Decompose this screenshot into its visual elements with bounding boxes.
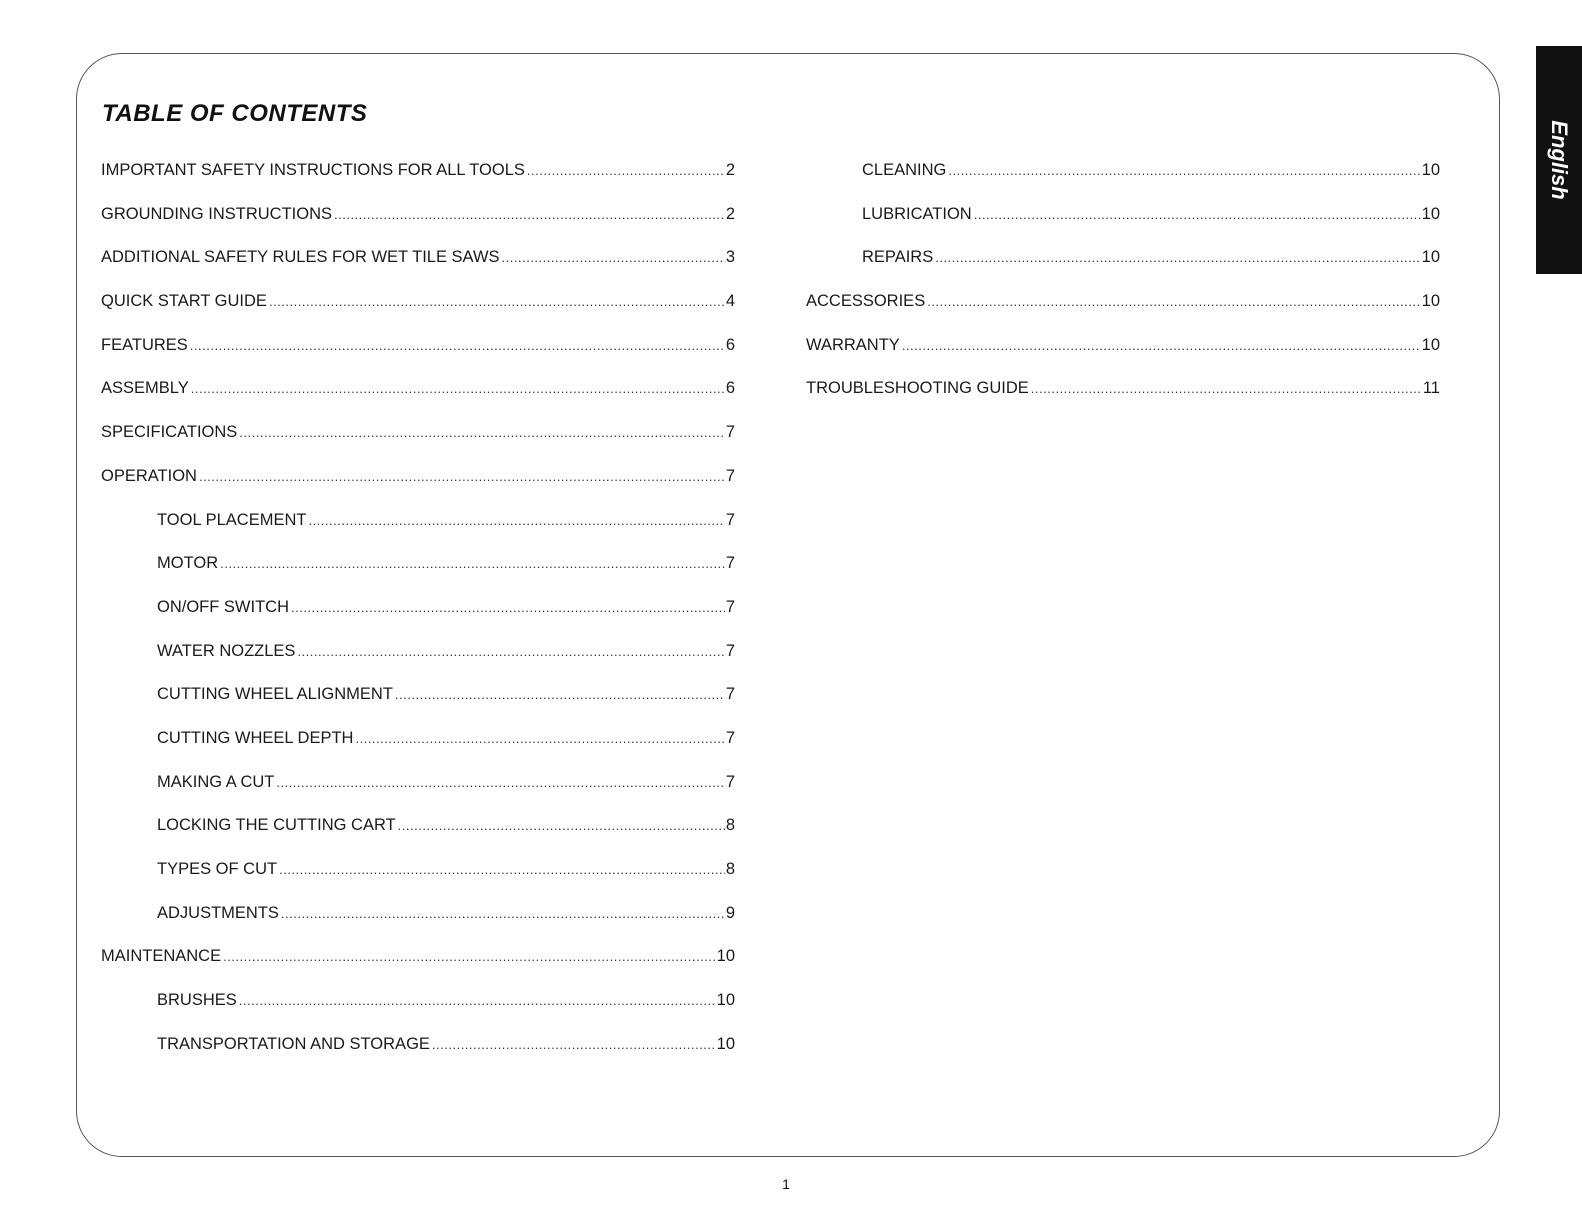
toc-entry-page: 10 bbox=[716, 991, 735, 1010]
toc-entry[interactable] bbox=[101, 368, 735, 412]
page-number: 1 bbox=[782, 1176, 790, 1192]
toc-entry-label: REPAIRS bbox=[862, 248, 934, 267]
toc-subentry[interactable] bbox=[101, 849, 735, 893]
toc-entry-label: OPERATION bbox=[101, 466, 197, 485]
toc-entry[interactable] bbox=[101, 412, 735, 456]
toc-entry[interactable] bbox=[101, 237, 735, 281]
dot-leader bbox=[279, 850, 725, 890]
toc-entry-page: 8 bbox=[725, 816, 735, 835]
toc-entry[interactable] bbox=[806, 281, 1440, 325]
toc-subentry[interactable] bbox=[101, 674, 735, 718]
language-tab bbox=[1536, 46, 1582, 274]
toc-entry-page: 7 bbox=[725, 510, 735, 529]
toc-entry[interactable] bbox=[101, 936, 735, 980]
toc-entry-label: BRUSHES bbox=[157, 991, 237, 1010]
dot-leader bbox=[927, 282, 1420, 322]
toc-entry-label: MAINTENANCE bbox=[101, 947, 222, 966]
toc-entry-label: ASSEMBLY bbox=[101, 379, 189, 398]
toc-subentry[interactable] bbox=[101, 543, 735, 587]
toc-entry-page: 10 bbox=[1421, 292, 1440, 311]
toc-entry-page: 7 bbox=[725, 772, 735, 791]
toc-subentry[interactable] bbox=[806, 194, 1440, 238]
toc-entry-page: 10 bbox=[716, 1034, 735, 1053]
toc-subentry[interactable] bbox=[806, 150, 1440, 194]
toc-entry[interactable] bbox=[806, 325, 1440, 369]
page-title: TABLE OF CONTENTS bbox=[102, 100, 368, 127]
toc-entry-label: ADDITIONAL SAFETY RULES FOR WET TILE SAWS bbox=[101, 248, 500, 267]
toc-entry-label: LUBRICATION bbox=[862, 204, 972, 223]
toc-entry-page: 11 bbox=[1422, 379, 1440, 398]
toc-entry[interactable] bbox=[101, 281, 735, 325]
toc-entry-page: 10 bbox=[1421, 161, 1440, 179]
toc-entry-page: 7 bbox=[725, 423, 735, 442]
toc-entry-label: TYPES OF CUT bbox=[157, 860, 278, 878]
toc-entry-page: 7 bbox=[725, 597, 735, 616]
dot-leader bbox=[948, 151, 1420, 191]
toc-entry-page: 6 bbox=[725, 335, 735, 354]
toc-entry-label: MAKING A CUT bbox=[157, 772, 275, 791]
toc-entry-page: 10 bbox=[1421, 204, 1440, 223]
toc-subentry[interactable] bbox=[101, 980, 735, 1024]
toc-entry[interactable] bbox=[806, 368, 1440, 412]
toc-entry-page: 4 bbox=[725, 292, 735, 311]
dot-leader bbox=[902, 326, 1421, 366]
toc-entry-label: IMPORTANT SAFETY INSTRUCTIONS FOR ALL TOOLS bbox=[101, 161, 525, 179]
toc-column-left bbox=[101, 150, 735, 1067]
toc-subentry[interactable] bbox=[101, 587, 735, 631]
toc-subentry[interactable] bbox=[806, 237, 1440, 281]
dot-leader bbox=[239, 981, 716, 1021]
dot-leader bbox=[281, 894, 725, 934]
toc-entry-label: TRANSPORTATION AND STORAGE bbox=[157, 1034, 430, 1053]
toc-entry-page: 3 bbox=[725, 248, 735, 267]
toc-entry-page: 7 bbox=[725, 641, 735, 660]
dot-leader bbox=[974, 195, 1421, 235]
toc-entry-label: ACCESSORIES bbox=[806, 292, 926, 311]
toc-entry-page: 8 bbox=[725, 860, 735, 878]
toc-entry[interactable] bbox=[101, 150, 735, 194]
toc-entry-label: SPECIFICATIONS bbox=[101, 423, 238, 442]
toc-entry-label: ON/OFF SWITCH bbox=[157, 597, 289, 616]
toc-entry-label: CUTTING WHEEL ALIGNMENT bbox=[157, 685, 393, 704]
toc-entry-page: 7 bbox=[725, 728, 735, 747]
dot-leader bbox=[355, 719, 724, 759]
dot-leader bbox=[502, 238, 725, 278]
toc-entry-page: 10 bbox=[1421, 335, 1440, 354]
dot-leader bbox=[395, 675, 725, 715]
toc-entry-label: WATER NOZZLES bbox=[157, 641, 296, 660]
language-tab-label: English bbox=[1547, 120, 1572, 200]
dot-leader bbox=[527, 151, 725, 191]
toc-entry-page: 6 bbox=[725, 379, 735, 398]
dot-leader bbox=[190, 326, 725, 366]
toc-entry-label: GROUNDING INSTRUCTIONS bbox=[101, 204, 332, 223]
dot-leader bbox=[297, 632, 724, 672]
toc-entry[interactable] bbox=[101, 456, 735, 500]
dot-leader bbox=[276, 763, 724, 803]
dot-leader bbox=[1031, 369, 1422, 409]
toc-entry[interactable] bbox=[101, 194, 735, 238]
toc-subentry[interactable] bbox=[101, 718, 735, 762]
toc-entry-page: 9 bbox=[725, 903, 735, 922]
dot-leader bbox=[398, 806, 725, 846]
dot-leader bbox=[239, 413, 725, 453]
dot-leader bbox=[223, 937, 716, 977]
toc-entry-label: CUTTING WHEEL DEPTH bbox=[157, 728, 354, 747]
toc-entry-label: WARRANTY bbox=[806, 335, 900, 354]
toc-subentry[interactable] bbox=[101, 1024, 735, 1068]
toc-entry-page: 7 bbox=[725, 466, 735, 485]
toc-entry-page: 7 bbox=[725, 554, 735, 573]
dot-leader bbox=[334, 195, 725, 235]
toc-entry-label: CLEANING bbox=[862, 161, 947, 179]
toc-entry-label: QUICK START GUIDE bbox=[101, 292, 267, 311]
toc-entry[interactable] bbox=[101, 325, 735, 369]
toc-entry-page: 10 bbox=[716, 947, 735, 966]
dot-leader bbox=[269, 282, 725, 322]
dot-leader bbox=[291, 588, 725, 628]
toc-entry-page: 7 bbox=[725, 685, 735, 704]
dot-leader bbox=[308, 501, 724, 541]
toc-entry-label: TROUBLESHOOTING GUIDE bbox=[806, 379, 1029, 398]
toc-entry-label: LOCKING THE CUTTING CART bbox=[157, 816, 396, 835]
dot-leader bbox=[935, 238, 1420, 278]
toc-subentry[interactable] bbox=[101, 631, 735, 675]
toc-column-right bbox=[806, 150, 1440, 412]
dot-leader bbox=[432, 1025, 716, 1065]
toc-entry-label: FEATURES bbox=[101, 335, 188, 354]
toc-subentry[interactable] bbox=[101, 805, 735, 849]
dot-leader bbox=[191, 369, 725, 409]
dot-leader bbox=[199, 457, 725, 497]
dot-leader bbox=[220, 544, 725, 584]
toc-entry-label: ADJUSTMENTS bbox=[157, 903, 279, 922]
toc-entry-page: 2 bbox=[725, 204, 735, 223]
toc-subentry[interactable] bbox=[101, 500, 735, 544]
toc-entry-page: 2 bbox=[725, 161, 735, 179]
toc-subentry[interactable] bbox=[101, 893, 735, 937]
toc-subentry[interactable] bbox=[101, 762, 735, 806]
toc-entry-label: TOOL PLACEMENT bbox=[157, 510, 307, 529]
toc-entry-label: MOTOR bbox=[157, 554, 219, 573]
toc-entry-page: 10 bbox=[1421, 248, 1440, 267]
